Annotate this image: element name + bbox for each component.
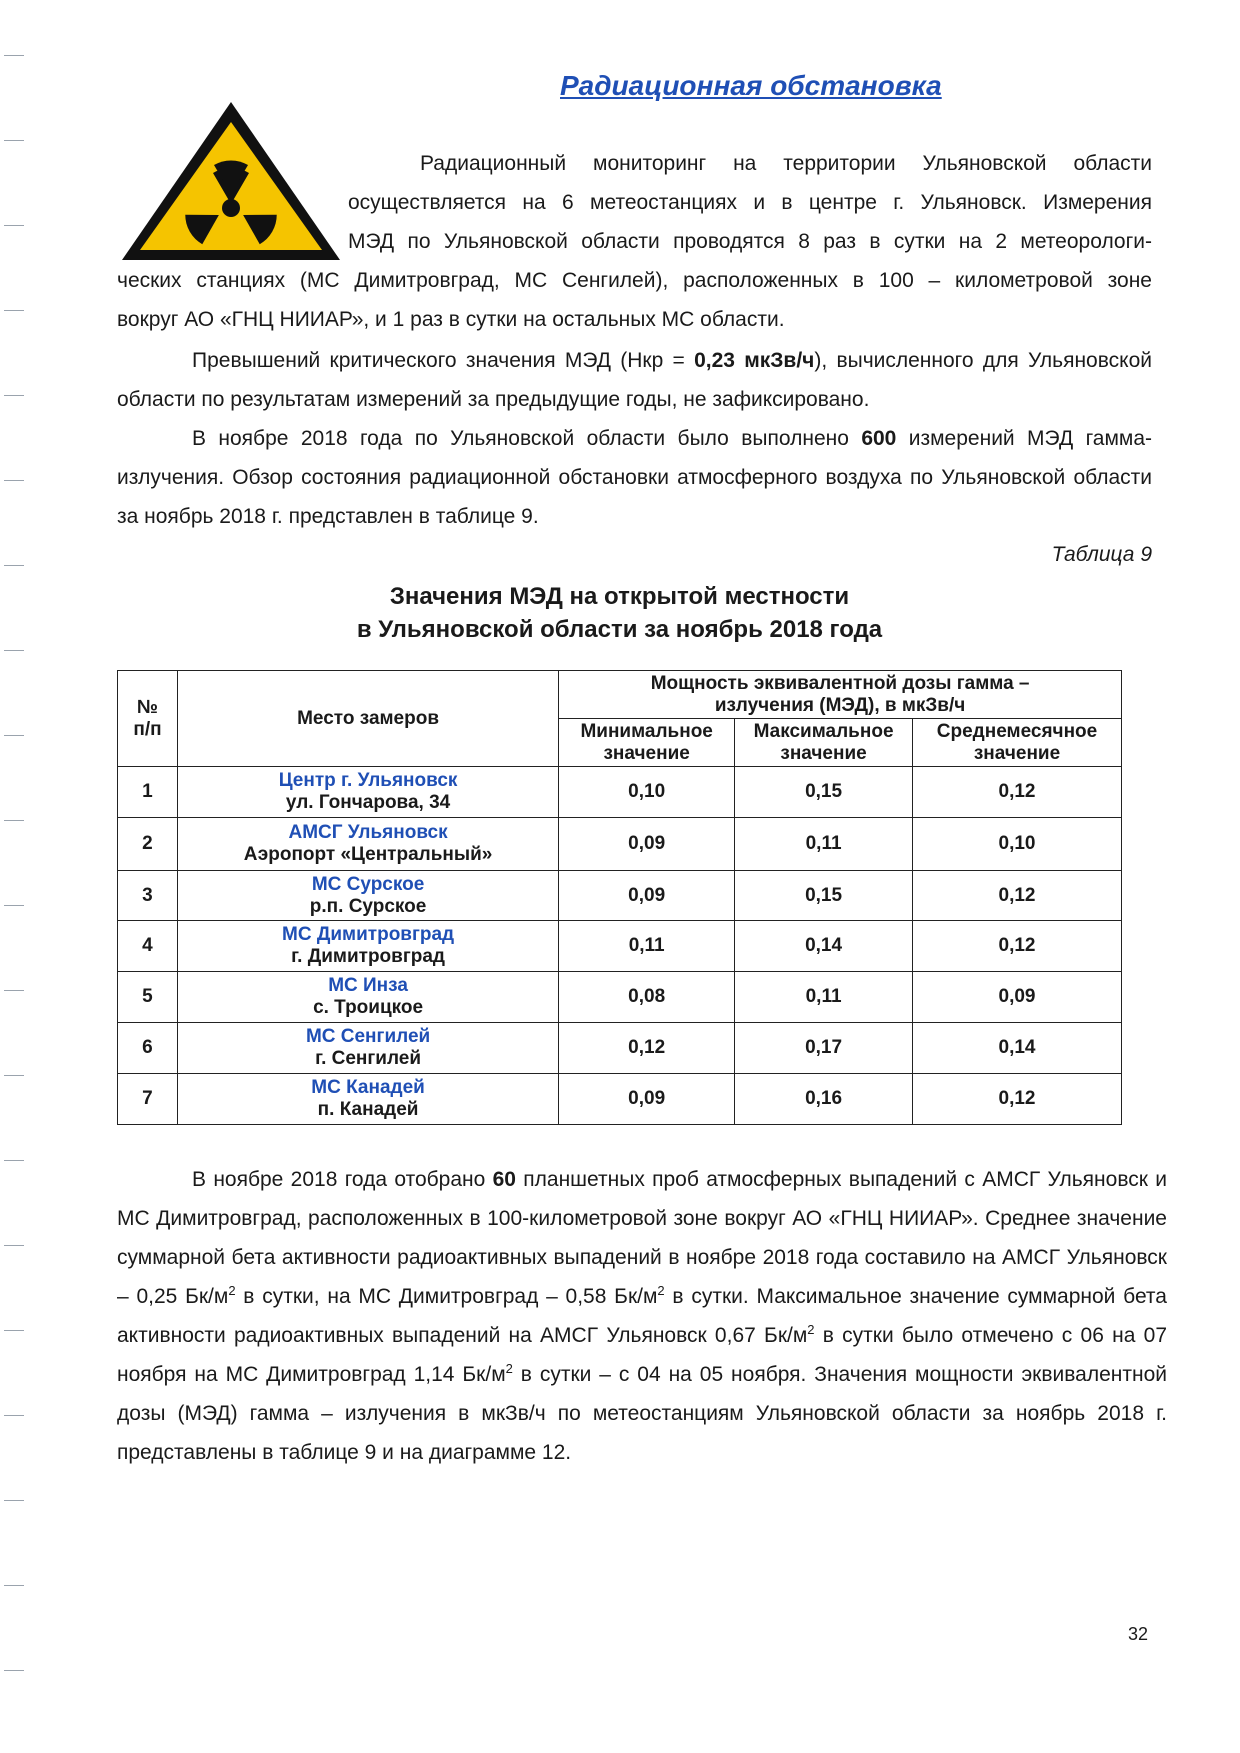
table-row: 1 Центр г. Ульяновск ул. Гончарова, 34 0,10 0,15 0,12 — [118, 767, 1122, 818]
scan-edge-marks — [0, 0, 40, 1753]
paragraph1-line2: осуществляется на 6 метеостанциях и в центре г. Ульяновск. Измерения — [348, 191, 1152, 214]
paragraph2: Превышений критического значения МЭД (Нкр = 0,23 мкЗв/ч), вычисленного для Ульяновской области по результатам измерений за предыдущие годы, не зафиксировано. — [117, 349, 1152, 411]
paragraph1-line5: вокруг АО «ГНЦ НИИАР», и 1 раз в сутки на остальных МС области. — [117, 308, 785, 331]
page-number: 32 — [1128, 1624, 1149, 1644]
station-location: р.п. Сурское — [309, 895, 427, 917]
header-med-group: Мощность эквивалентной дозы гамма – излучения (МЭД), в мкЗв/ч — [559, 671, 1122, 719]
med-values-table — [117, 670, 1122, 1125]
station-name: МС Сурское — [311, 873, 425, 895]
header-place: Место замеров — [177, 671, 558, 767]
table-row: 7 МС Канадей п. Канадей 0,09 0,16 0,12 — [118, 1074, 1122, 1125]
table-row: 3 МС Сурское р.п. Сурское 0,09 0,15 0,12 — [118, 871, 1122, 921]
table-row: 6 МС Сенгилей г. Сенгилей 0,12 0,17 0,14 — [118, 1023, 1122, 1074]
radiation-hazard-icon — [120, 100, 342, 262]
station-location: п. Канадей — [317, 1099, 419, 1120]
station-name: Центр г. Ульяновск — [278, 770, 458, 791]
paragraph4: В ноябре 2018 года отобрано 60 планшетных проб атмосферных выпадений с АМСГ Ульяновск и МС Димитровград, расположенных в 100-километровой зоне вокруг АО «ГНЦ НИИАР». Среднее значение суммарной бета активности радиоактивных выпадений в ноябре 2018 года составило на АМСГ Ульяновск – 0,25 $Бк/м^2$ в сутки, на МС Димитровград – 0,58 $Бк/м^2$ в сутки. Максимальное значение суммарной бета активности радиоактивных выпадений на АМСГ Ульяновск 0,67 $Бк/м^2$ в сутки было отмечено с 06 на 07 ноября на МС Димитровград 1,14 $Бк/м^2$ в сутки – с 04 на 05 ноября. Значения мощности эквивалентной дозы (МЭД) гамма – излучения в мкЗв/ч по метеостанциям Ульяновской области за ноябрь 2018 г. представлены в таблице 9 и на диаграмме 12. — [117, 1168, 1167, 1464]
station-name: МС Канадей — [311, 1077, 425, 1098]
station-name: АМСГ Ульяновск — [288, 822, 448, 843]
table-row: 4 МС Димитровград г. Димитровград 0,11 0,14 0,12 — [118, 921, 1122, 972]
station-location: ул. Гончарова, 34 — [285, 792, 451, 813]
page-title: Радиационная обстановка — [560, 70, 942, 101]
paragraph3: В ноябре 2018 года по Ульяновской области было выполнено 600 измерений МЭД гамма-излучения. Обзор состояния радиационной обстановки атмосферного воздуха по Ульяновской области за ноябрь 2018 г. представлен в таблице 9. — [117, 427, 1152, 528]
paragraph1-line3: МЭД по Ульяновской области проводятся 8 раз в сутки на 2 метеорологи- — [348, 230, 1152, 253]
header-number: № п/п — [118, 671, 178, 767]
paragraph1-line4: ческих станциях (МС Димитровград, МС Сенгилей), расположенных в 100 – километровой зоне — [117, 269, 1152, 292]
table-row: 5 МС Инза с. Троицкое 0,08 0,11 0,09 — [118, 972, 1122, 1023]
station-location: г. Димитровград — [291, 946, 445, 967]
table-caption: Таблица 9 — [1051, 543, 1152, 566]
station-location: с. Троицкое — [313, 997, 424, 1018]
header-max: Максимальное значение — [735, 719, 913, 767]
station-name: МС Сенгилей — [305, 1026, 431, 1047]
station-name: МС Инза — [328, 975, 408, 996]
table-row: 2 АМСГ Ульяновск Аэропорт «Центральный» 0,09 0,11 0,10 — [118, 818, 1122, 871]
header-min: Минимальное значение — [559, 719, 735, 767]
station-location: Аэропорт «Центральный» — [243, 844, 493, 865]
header-avg: Среднемесячное значение — [913, 719, 1122, 767]
station-name: МС Димитровград — [282, 924, 455, 945]
paragraph1-line1: Радиационный мониторинг на территории Ульяновской области — [420, 152, 1152, 175]
station-location: г. Сенгилей — [315, 1048, 422, 1069]
table-title: Значения МЭД на открытой местности в Ульяновской области за ноябрь 2018 года — [356, 583, 883, 643]
